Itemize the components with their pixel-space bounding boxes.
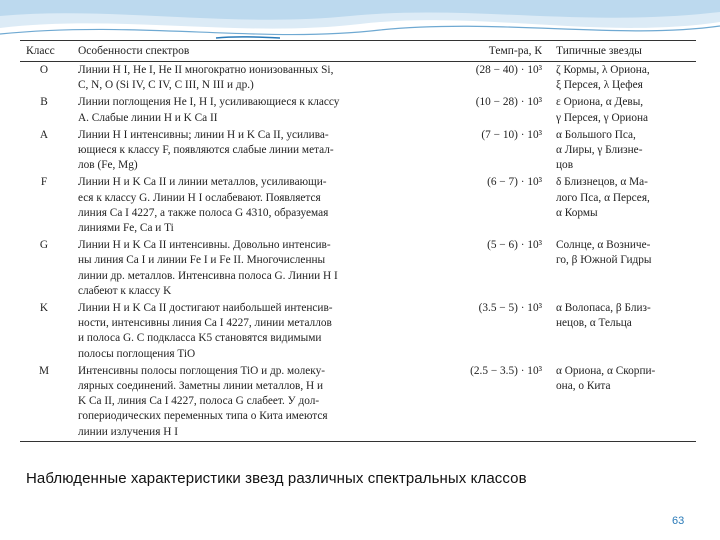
typical-stars-cell (550, 363, 696, 442)
typical-stars-cell (550, 94, 696, 126)
features-line: и полоса G. С подкласса K5 становятся видимыми (78, 332, 322, 345)
table-row (20, 363, 696, 442)
table-row (20, 62, 696, 95)
spectrum-features-cell (72, 363, 420, 442)
features-line: ности, интенсивны линия Ca I 4227, линии металлов (78, 317, 332, 330)
stars-line: го, β Южной Гидры (556, 254, 652, 267)
table-row (20, 300, 696, 363)
features-line: полосы поглощения TiO (78, 347, 196, 360)
spectral-class-cell: K (39, 302, 49, 315)
temperature-cell: (2.5 − 3.5) · 10³ (420, 363, 550, 442)
stars-line: ε Ориона, α Девы, (556, 96, 644, 109)
stars-line: α Ориона, α Скорпи- (556, 364, 656, 377)
stars-line: ξ Персея, λ Цефея (556, 79, 643, 92)
table-row (20, 94, 696, 126)
features-line: линии излучения H I (78, 425, 178, 438)
stars-line: лого Пса, α Персея, (556, 191, 650, 204)
spectrum-features-cell (72, 300, 420, 363)
stars-line: нецов, α Тельца (556, 317, 632, 330)
spectrum-features-cell (72, 237, 420, 300)
spectral-class-cell: F (40, 176, 48, 189)
slide-caption: Наблюденные характеристики звезд различных спектральных классов (26, 470, 527, 487)
spectral-classes-table (20, 40, 696, 442)
typical-stars-cell (550, 237, 696, 300)
table-header-row (20, 41, 696, 62)
features-line: Линии поглощения He I, H I, усиливающиеся к классу (78, 96, 340, 109)
spectral-class-cell: B (40, 96, 48, 109)
header-temperature: Темп-ра, К (420, 41, 550, 62)
spectral-class-cell: A (39, 128, 49, 141)
page-number: 63 (672, 515, 685, 527)
features-line: лов (Fe, Mg) (78, 159, 138, 172)
stars-line: α Кормы (556, 206, 598, 219)
features-line: A. Слабые линии H и K Ca II (78, 111, 218, 124)
temperature-cell: (28 − 40) · 10³ (475, 64, 542, 76)
features-line: линия Ca I 4227, а также полоса G 4310, образуемая (78, 206, 329, 219)
features-line: C, N, O (Si IV, C IV, C III, N III и др.) (78, 79, 254, 92)
features-line: ющиеся к классу F, появляются слабые линии метал- (78, 144, 334, 157)
features-line: линии др. металлов. Интенсивна полоса G. Линии H I (78, 269, 338, 282)
stars-line: δ Близнецов, α Ма- (556, 176, 648, 189)
typical-stars-cell (550, 62, 696, 95)
features-line: еся к классу G. Линии H I ослабевают. Появляется (78, 191, 321, 204)
features-line: гопериодических переменных типа о Кита имеются (78, 410, 328, 423)
features-line: Линии H и K Ca II и линии металлов, усиливающи- (78, 176, 327, 189)
features-line: Линии H и K Ca II интенсивны. Довольно интенсив- (78, 239, 331, 252)
stars-line: α Волопаса, β Близ- (556, 302, 651, 315)
stars-line: ζ Кормы, λ Ориона, (556, 64, 650, 76)
features-line: ны линия Ca I и линии Fe I и Fe II. Многочисленны (78, 254, 326, 267)
table-row (20, 127, 696, 175)
header-features: Особенности спектров (72, 41, 420, 62)
stars-line: γ Персея, γ Ориона (556, 111, 649, 124)
stars-line: цов (556, 159, 574, 172)
table-body (20, 62, 696, 442)
spectrum-features-cell (72, 94, 420, 126)
temperature-cell: (3.5 − 5) · 10³ (478, 302, 542, 315)
spectral-class-cell: O (39, 64, 49, 76)
stars-line: α Большого Пса, (556, 128, 636, 141)
spectral-class-cell: G (39, 239, 49, 252)
features-line: K Ca II, линия Ca I 4227, полоса G слабеет. У дол- (78, 395, 320, 408)
header-typical-stars: Типичные звезды (550, 41, 696, 62)
features-line: Линии H I интенсивны; линии H и K Ca II, усилива- (78, 128, 329, 141)
temperature-cell: (10 − 28) · 10³ (475, 96, 542, 109)
table-row (20, 174, 696, 237)
spectral-classes-table-area (20, 40, 696, 460)
stars-line: она, о Кита (556, 380, 611, 393)
stars-line: Солнце, α Возниче- (556, 239, 651, 252)
spectrum-features-cell (72, 62, 420, 95)
typical-stars-cell (550, 174, 696, 237)
temperature-cell: (5 − 6) · 10³ (487, 239, 542, 252)
table-row (20, 237, 696, 300)
features-line: линиями Fe, Ca и Ti (78, 222, 174, 235)
features-line: лярных соединений. Заметны линии металлов, H и (78, 380, 324, 393)
spectrum-features-cell (72, 174, 420, 237)
typical-stars-cell (550, 127, 696, 175)
features-line: Интенсивны полосы поглощения TiO и др. молеку- (78, 364, 326, 377)
features-line: слабеют к классу K (78, 284, 172, 297)
features-line: Линии H I, He I, He II многократно ионизованных Si, (78, 64, 334, 76)
stars-line: α Лиры, γ Близне- (556, 144, 643, 157)
typical-stars-cell (550, 300, 696, 363)
spectral-class-cell: M (20, 363, 72, 442)
spectrum-features-cell (72, 127, 420, 175)
features-line: Линии H и K Ca II достигают наибольшей интенсив- (78, 302, 333, 315)
header-class: Класс (20, 41, 72, 62)
temperature-cell: (6 − 7) · 10³ (487, 176, 542, 189)
temperature-cell: (7 − 10) · 10³ (481, 128, 542, 141)
